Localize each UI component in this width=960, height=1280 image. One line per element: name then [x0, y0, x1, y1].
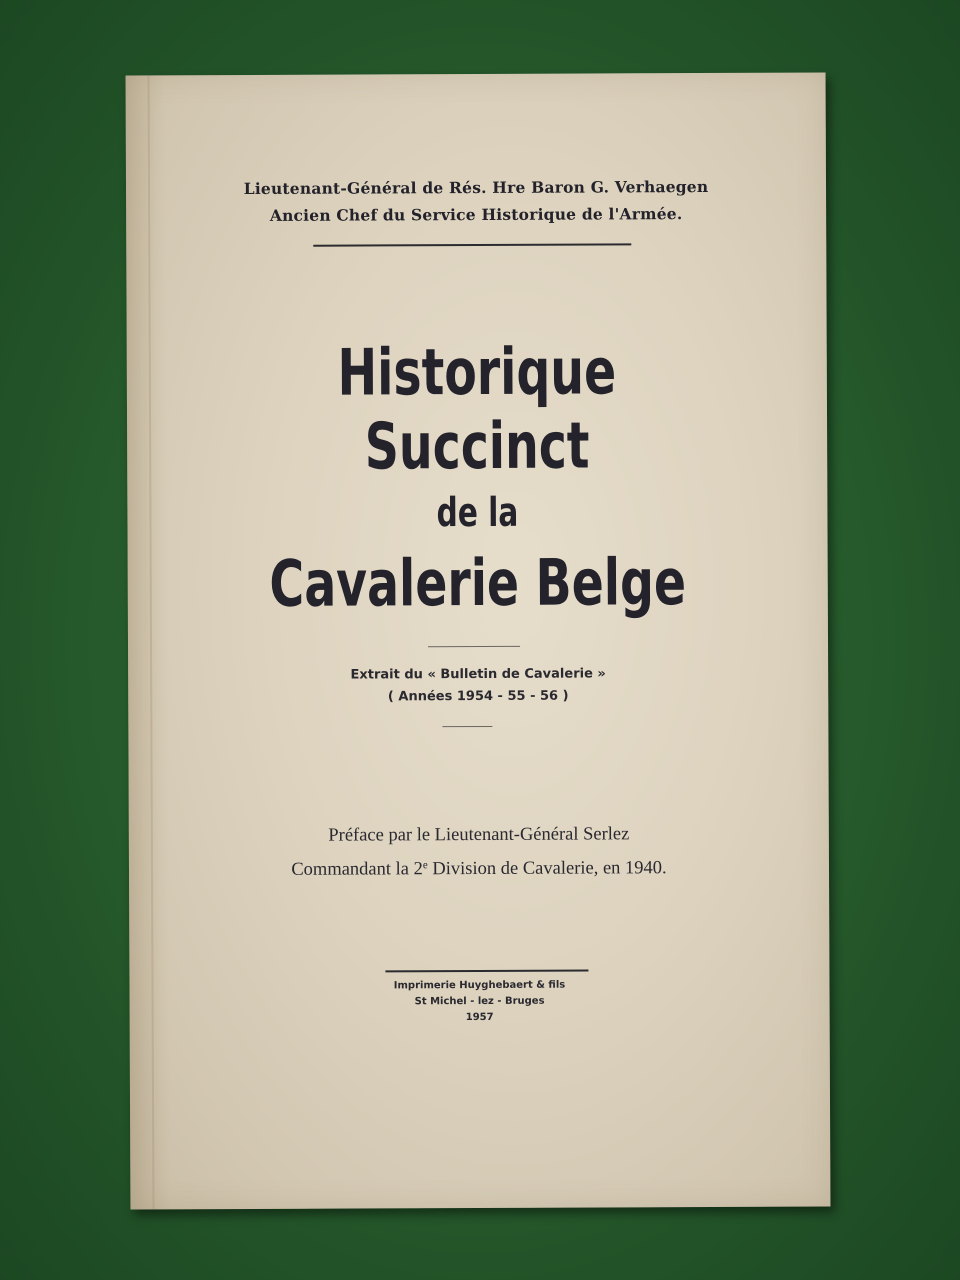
book-cover [126, 72, 831, 1209]
printer-divider [385, 970, 588, 973]
author-line-1: Lieutenant-Général de Rés. Hre Baron G. Verhaegen [243, 176, 709, 199]
author-block [126, 172, 826, 229]
extract-line-2: ( Années 1954 - 55 - 56 ) [387, 688, 569, 705]
preface-line-2 [129, 848, 829, 885]
printer-name: Imprimerie Huyghebaert & fils [393, 979, 566, 992]
title-line-1: Historique Succinct [337, 335, 617, 485]
preface-line-2-start: Commandant la 2 [291, 859, 423, 880]
spine-fold [148, 75, 155, 1209]
title-line-2: de la [436, 489, 519, 537]
preface-line-2-end: Division de Cavalerie, en 1940. [427, 858, 667, 880]
preface-superscript: e [422, 859, 428, 872]
printer-year: 1957 [465, 1011, 494, 1024]
preface-block [129, 818, 829, 885]
author-line-2: Ancien Chef du Service Historique de l'Armée. [269, 204, 683, 225]
extract-block [128, 662, 828, 709]
printer-block [129, 976, 829, 1027]
extract-line-1: Extrait du « Bulletin de Cavalerie » [350, 666, 606, 683]
author-divider [313, 243, 631, 246]
printer-location: St Michel - lez - Bruges [414, 995, 545, 1008]
title-line-3: Cavalerie Belge [269, 546, 687, 622]
book-title [218, 335, 737, 627]
preface-line-1: Préface par le Lieutenant-Général Serlez [328, 824, 630, 846]
extract-divider-bottom [442, 726, 492, 727]
extract-divider-top [428, 646, 520, 647]
